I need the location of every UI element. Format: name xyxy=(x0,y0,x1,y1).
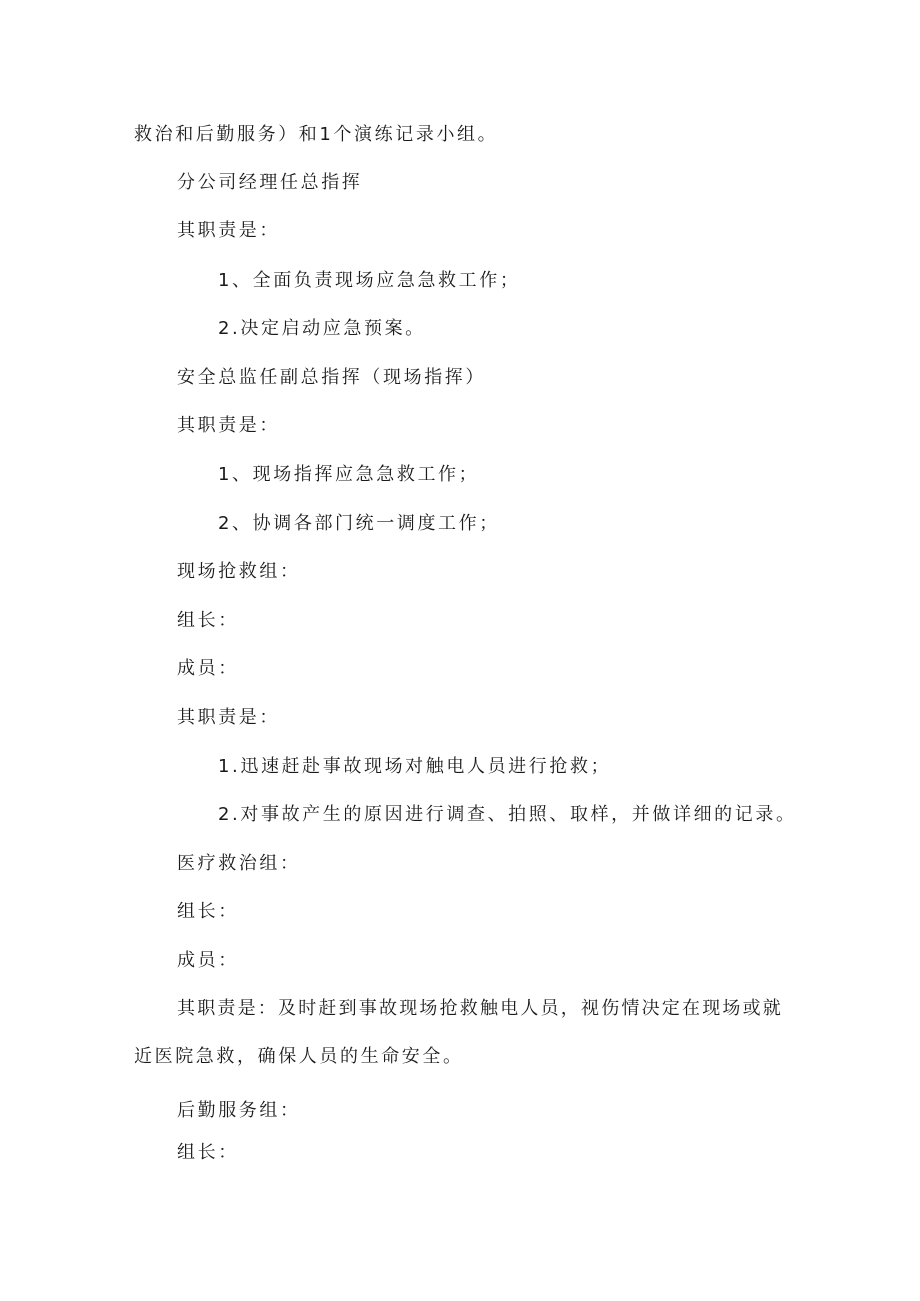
list-item: 2.决定启动应急预案。 xyxy=(218,318,426,339)
paragraph-line: 其职责是： xyxy=(177,415,280,436)
list-item: 2.对事故产生的原因进行调查、拍照、取样，并做详细的记录。 xyxy=(218,804,797,825)
paragraph-line: 近医院急救，确保人员的生命安全。 xyxy=(134,1046,464,1067)
paragraph-line: 救治和后勤服务）和1个演练记录小组。 xyxy=(134,124,499,145)
paragraph-line: 组长： xyxy=(177,901,239,922)
paragraph-line: 组长： xyxy=(177,610,239,631)
list-item: 1、全面负责现场应急急救工作； xyxy=(218,270,521,291)
paragraph-line: 组长： xyxy=(177,1142,239,1163)
paragraph-line: 其职责是： xyxy=(177,220,280,241)
section-heading: 医疗救治组： xyxy=(177,853,301,874)
paragraph-line: 安全总监任副总指挥（现场指挥） xyxy=(177,367,486,388)
list-item: 1、现场指挥应急急救工作； xyxy=(218,464,480,485)
list-item: 1.迅速赶赴事故现场对触电人员进行抢救； xyxy=(218,756,612,777)
paragraph-line: 其职责是： xyxy=(177,707,280,728)
paragraph-line: 分公司经理任总指挥 xyxy=(177,172,363,193)
section-heading: 现场抢救组： xyxy=(177,561,301,582)
section-heading: 后勤服务组： xyxy=(177,1100,301,1121)
list-item: 2、协调各部门统一调度工作； xyxy=(218,513,500,534)
paragraph-line: 成员： xyxy=(177,950,239,971)
paragraph-line: 其职责是：及时赶到事故现场抢救触电人员，视伤情决定在现场或就 xyxy=(177,998,783,1019)
paragraph-line: 成员： xyxy=(177,658,239,679)
